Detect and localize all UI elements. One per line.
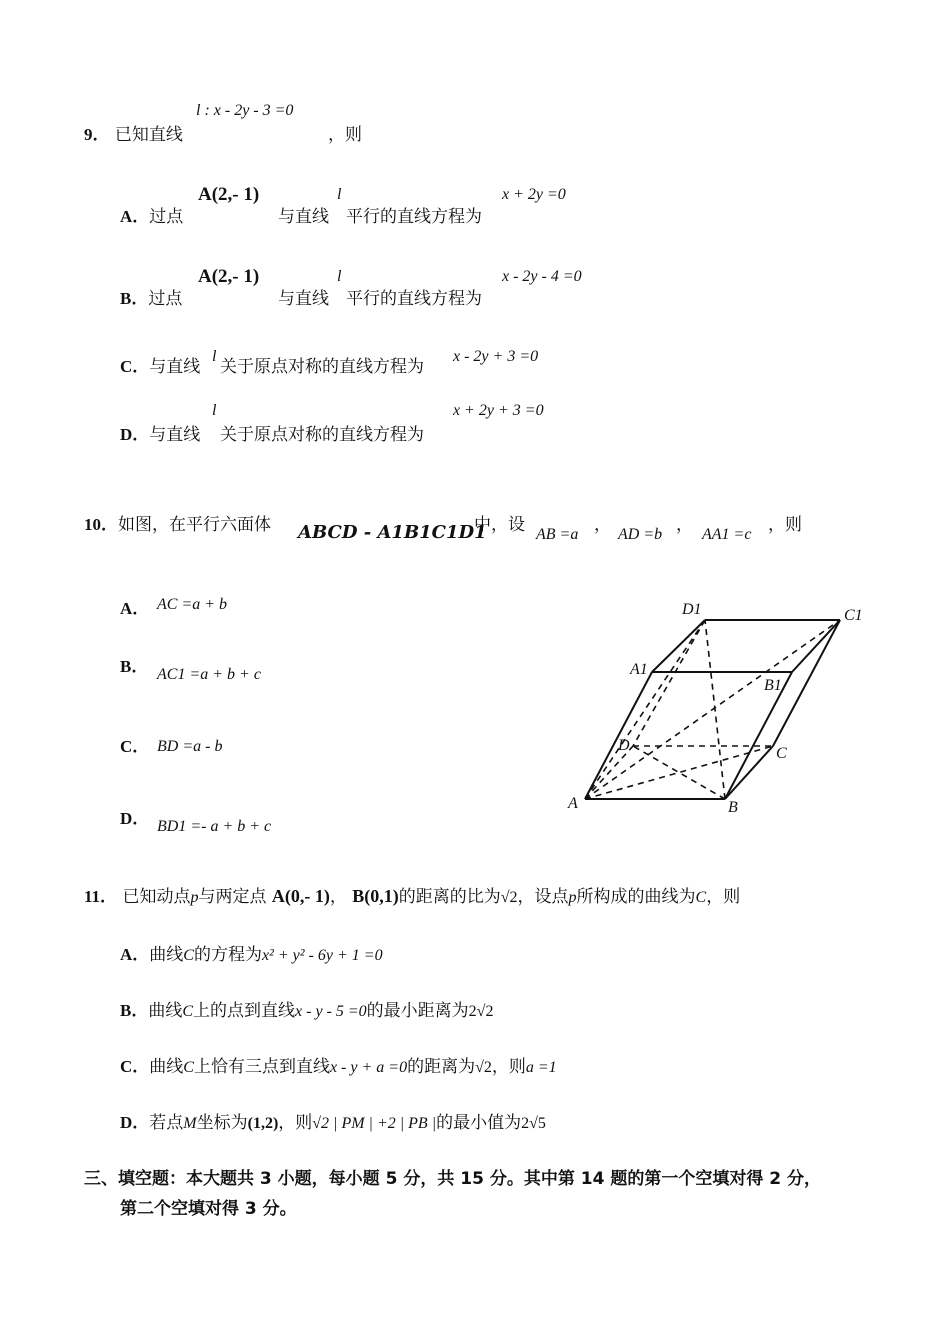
diagonal-ad1 (585, 620, 705, 799)
vertex-label-c: C (776, 745, 787, 762)
q10-vector-aa1: AA1 =c (702, 526, 752, 543)
vertex-label-c1: C1 (844, 607, 863, 624)
edge-b1b (725, 672, 792, 799)
q11-option-c: C．曲线C上恰有三点到直线x - y + a =0的距离为√2，则a =1 (120, 1057, 557, 1077)
section-3-heading: 三、填空题：本大题共 3 小题，每小题 5 分，共 15 分。其中第 14 题的第一个空填对得 2 分， (84, 1169, 821, 1189)
section-3-heading-cont: 第二个空填对得 3 分。 (120, 1199, 297, 1219)
vertex-label-a: A (568, 795, 578, 812)
vertex-label-b1: B1 (764, 677, 782, 694)
q11-stem: 11． 已知动点p与两定点 A(0,- 1)， B(0,1)的距离的比为√2，设点p所构成的曲线为C，则 (84, 886, 741, 907)
q10-option-b: B． (120, 657, 149, 676)
diagonal-ac1 (585, 620, 840, 799)
q9-line-equation: l : x - 2y - 3 =0 (196, 102, 294, 119)
q10-stem: 10．如图，在平行六面体 (84, 515, 271, 535)
q9-option-a: A．过点 (120, 207, 184, 227)
vertex-label-b: B (728, 799, 738, 816)
edge-d1a1 (652, 620, 705, 672)
diagonal-ac (585, 746, 773, 799)
parallelepiped-figure (560, 596, 880, 822)
diagonal-bd1 (705, 620, 725, 799)
vertex-label-d: D (618, 737, 630, 754)
diagonal-bd (633, 746, 725, 799)
q9-option-c: C．与直线 (120, 357, 201, 377)
q10-option-a: A． (120, 599, 150, 618)
q10-solid-name: ABCD - A1B1C1D1 (298, 522, 487, 543)
vertex-label-d1: D1 (682, 601, 702, 618)
q10-number: 10． (84, 515, 118, 534)
edge-a1a (585, 672, 652, 799)
edge-d1d (633, 620, 705, 746)
q11-number: 11． (84, 887, 118, 906)
q9-option-b: B．过点 (120, 289, 183, 309)
vertex-label-a1: A1 (630, 661, 648, 678)
edge-c1c (773, 620, 840, 746)
q11-option-b: B．曲线C上的点到直线x - y - 5 =0的最小距离为2√2 (120, 1001, 494, 1021)
q11-option-d: D．若点M坐标为(1,2)，则√2 | PM | +2 | PB |的最小值为2√5 (120, 1113, 546, 1133)
q11-option-a: A．曲线C的方程为x² + y² - 6y + 1 =0 (120, 945, 383, 965)
q9-number: 9． (84, 125, 110, 144)
q10-option-d: D． (120, 809, 150, 828)
q10-vector-ab: AB =a (536, 526, 579, 543)
q9-option-d: D．与直线 (120, 425, 201, 445)
q10-vector-ad: AD =b (618, 526, 663, 543)
q10-option-c: C． (120, 737, 150, 756)
q9-stem: 9． 已知直线 (84, 125, 183, 145)
